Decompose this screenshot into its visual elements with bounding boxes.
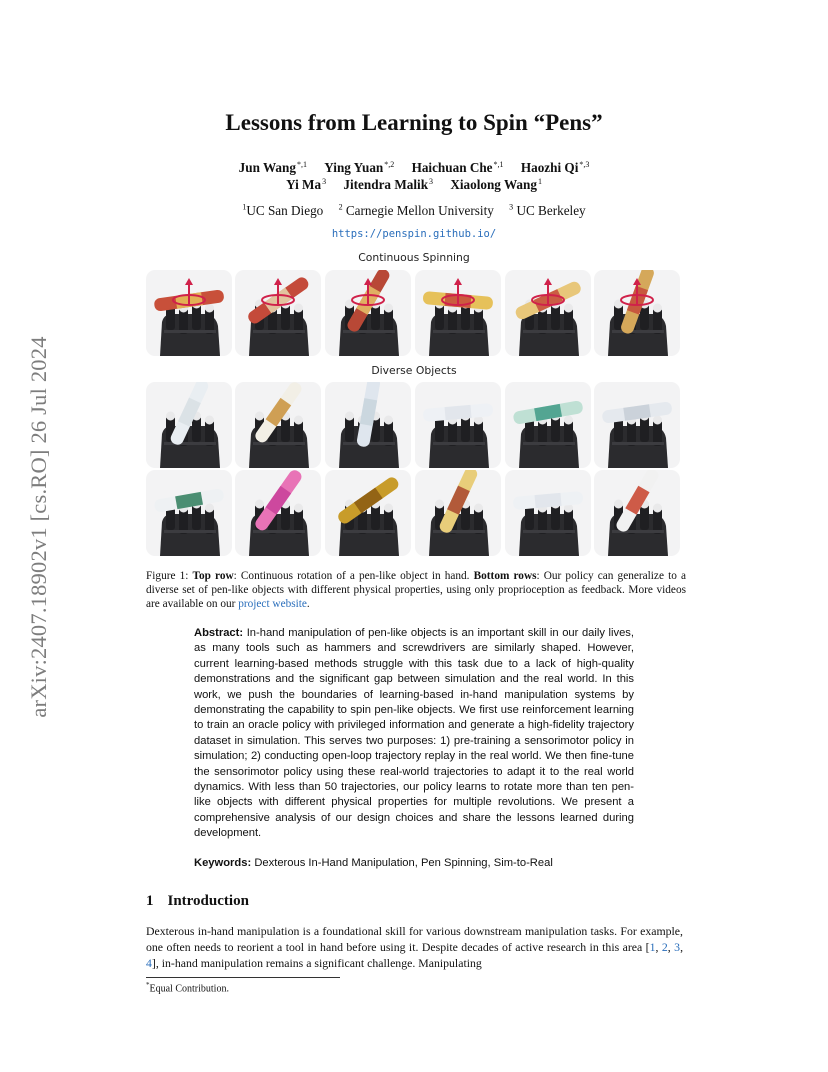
photo-graphic: [415, 382, 501, 468]
finger-tip: [435, 500, 444, 509]
figure-photo: [415, 270, 501, 356]
finger-tip: [255, 500, 264, 509]
author: Jun Wang$^{*,1}$: [238, 160, 307, 176]
abstract: Abstract: In-hand manipulation of pen-like objects is an important skill in our daily lives, as many tools such as hammers and screwdrivers are similarly shaped. However, current learning-based methods struggle with this task due to a lack of high-quality demonstrations and the significant gap between simulation and the real world. In this work, we push the boundaries of learning-based in-hand manipulation systems by demonstrating the capability to spin pen-like objects. We first use reinforcement learning to train an oracle policy with privileged information and generate a high-fidelity trajectory dataset in simulation. This serves two purposes: 1) pre-training a sensorimotor policy in simulation; 2) conducting open-loop trajectory replay in the real world. We then fine-tune the sensorimotor policy using these real-world trajectories to adapt it to the real world dynamics. With less than 50 trajectories, our policy learns to rotate more than ten pen-like objects with different physical properties for multiple revolutions. We present a comprehensive analysis of our design choices and share the lessons learned during development.: [194, 627, 635, 840]
finger-tip: [653, 304, 662, 313]
project-url-link[interactable]: https://penspin.github.io/: [331, 228, 497, 240]
photo-graphic: [325, 270, 411, 356]
abstract-text: In-hand manipulation of pen-like objects is an important skill in our daily lives, as many tools such as hammers and screwdrivers are similarly shaped. However, current learning-based methods struggle with this task due to a lack of high-quality demonstrations and the significant gap between simulation and the real world. In this work, we push the boundaries of learning-based in-hand manipulation systems by demonstrating the capability to spin pen-like objects. We first use reinforcement learning to train an oracle policy with privileged information and generate a high-fidelity trajectory dataset in simulation. This serves two purposes: 1) pre-training a sensorimotor policy in simulation; 2) conducting open-loop trajectory replay in the real world. We then fine-tune the sensorimotor policy using these real-world trajectories to adapt it to the real world dynamics. With less than 50 trajectories, our policy learns to rotate more than ten pen-like objects with different physical properties for multiple revolutions. We present a comprehensive analysis of our design choices and share the lessons learned during development.: [194, 627, 635, 840]
affiliations: [0, 203, 828, 219]
photo-graphic: [415, 470, 501, 556]
finger-tip: [205, 416, 214, 425]
finger-tip: [564, 304, 573, 313]
figure-photo: [235, 470, 321, 556]
figure-photo: [594, 470, 680, 556]
figure-photo: [235, 270, 321, 356]
figure-row-label: Continuous Spinning: [358, 251, 470, 264]
hand-joint-line: [253, 530, 305, 533]
finger-tip: [653, 416, 662, 425]
finger-tip: [294, 504, 303, 513]
finger-tip: [294, 416, 303, 425]
finger-tip: [255, 412, 264, 421]
keywords: Keywords: Dexterous In-Hand Manipulation, Pen Spinning, Sim-to-Real: [194, 857, 553, 869]
footnote: *Equal Contribution.: [146, 981, 229, 995]
photo-graphic: [505, 470, 591, 556]
hand-joint-line: [253, 442, 305, 445]
photo-graphic: [594, 382, 680, 468]
finger-tip: [294, 304, 303, 313]
hand-joint-line: [433, 530, 485, 533]
figure-photo: [146, 270, 232, 356]
photo-graphic: [146, 270, 232, 356]
figure-photo: [505, 470, 591, 556]
hand-joint-line: [523, 530, 575, 533]
author: Xiaolong Wang$^1$: [450, 177, 542, 193]
hand-joint-line: [164, 330, 216, 333]
figure-photo: [594, 382, 680, 468]
photo-graphic: [235, 382, 321, 468]
figure-caption: Figure 1: Top row: Continuous rotation of a pen-like object in hand. Bottom rows: Our policy can generalize to a diverse set of pen-like objects with different physical properties, using only proprioception as feedback. More videos are available on our project website.: [146, 570, 686, 610]
hand-joint-line: [612, 442, 664, 445]
citation-link[interactable]: 3: [674, 940, 681, 954]
finger-tip: [474, 504, 483, 513]
finger-tip: [205, 304, 214, 313]
hand-joint-line: [612, 330, 664, 333]
paper-title: Lessons from Learning to Spin “Pens”: [225, 110, 603, 135]
author: Haozhi $Qi^{*,3}$: [520, 160, 590, 176]
figure-photo: [415, 382, 501, 468]
affiliation: $^3$ UC Berkeley: [509, 203, 586, 219]
finger-tip: [384, 416, 393, 425]
affiliation: $^1$UC San Diego: [242, 203, 324, 219]
photo-graphic: [146, 382, 232, 468]
figure-photo: [505, 270, 591, 356]
authors-row-1: [0, 160, 828, 176]
finger-tip: [205, 504, 214, 513]
authors-row-2: [0, 177, 828, 193]
figure-photo: [415, 470, 501, 556]
figure-photo: [325, 382, 411, 468]
photo-graphic: [146, 470, 232, 556]
photo-graphic: [594, 270, 680, 356]
photo-graphic: [235, 470, 321, 556]
author: Yi Ma$^3$: [286, 177, 327, 193]
author: Jitendra Malik$^3$: [343, 177, 434, 193]
photo-graphic: [235, 270, 321, 356]
citation-link[interactable]: 4: [146, 956, 152, 970]
figure-photo: [146, 382, 232, 468]
section-heading: 1 Introduction: [146, 893, 249, 909]
figure-photo: [325, 470, 411, 556]
citation-link[interactable]: 1: [649, 940, 656, 954]
hand-joint-line: [343, 530, 395, 533]
photo-graphic: [415, 270, 501, 356]
finger-tip: [653, 504, 662, 513]
hand-joint-line: [433, 330, 485, 333]
finger-tip: [564, 416, 573, 425]
project-website-link[interactable]: project website: [238, 597, 307, 610]
hand-joint-line: [523, 442, 575, 445]
pen-label: [445, 405, 472, 420]
pen-label: [535, 493, 562, 508]
hand-joint-line: [253, 330, 305, 333]
photo-graphic: [505, 270, 591, 356]
affiliation: $^2$ Carnegie Mellon University: [338, 203, 494, 219]
photo-graphic: [594, 470, 680, 556]
footnote-divider: [146, 977, 340, 978]
finger-tip: [345, 412, 354, 421]
figure-photo: [594, 270, 680, 356]
finger-tip: [384, 504, 393, 513]
hand-joint-line: [164, 442, 216, 445]
figure-photo: [505, 382, 591, 468]
finger-tip: [614, 500, 623, 509]
photo-graphic: [325, 470, 411, 556]
figure-photo: [146, 470, 232, 556]
finger-tip: [384, 304, 393, 313]
hand-joint-line: [164, 530, 216, 533]
intro-paragraph: Dexterous in-hand manipulation is a foundational skill for various downstream manipulation tasks. For example, one often needs to reorient a tool in hand before using it. Despite decades of active research in this area [1, 2, 3, 4], in-hand manipulation remains a significant challenge. Manipulating: [146, 924, 684, 970]
author: Ying Yuan$^{*,2}$: [324, 160, 395, 176]
figure-photo: [325, 270, 411, 356]
photo-graphic: [325, 382, 411, 468]
citation-link[interactable]: 2: [661, 940, 668, 954]
figure-row-label: Diverse Objects: [371, 364, 457, 377]
author: Haichuan Che$^{*,1}$: [411, 160, 504, 176]
finger-tip: [166, 412, 175, 421]
figure-photo: [235, 382, 321, 468]
hand-joint-line: [523, 330, 575, 333]
photo-graphic: [505, 382, 591, 468]
hand-joint-line: [433, 442, 485, 445]
arxiv-stamp-text: arXiv:2407.18902v1 [cs.RO] 26 Jul 2024: [26, 336, 51, 718]
